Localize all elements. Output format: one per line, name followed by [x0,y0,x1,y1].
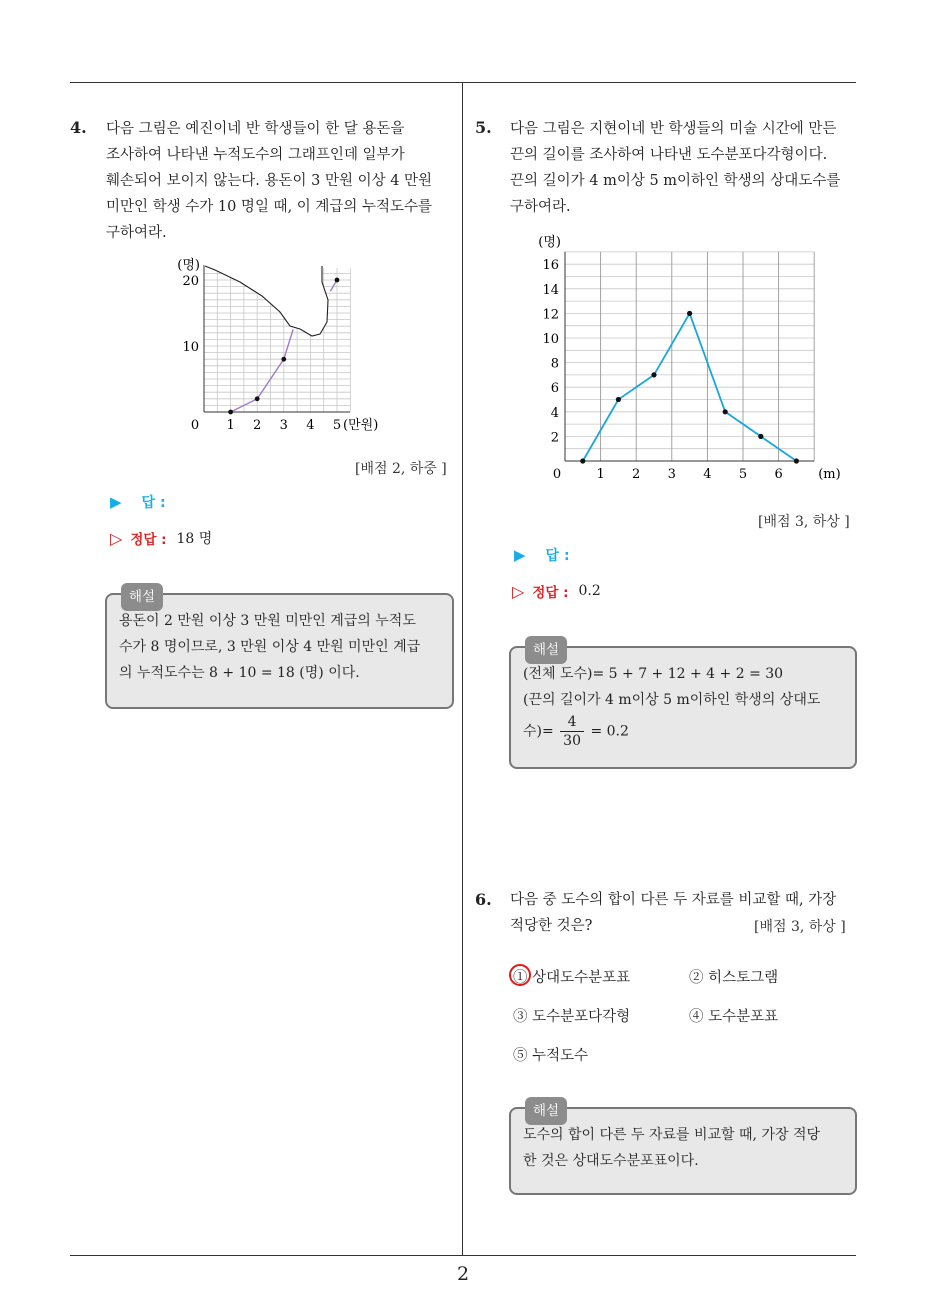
chart2-x-tick-label: 3 [667,467,676,482]
chart1-x-tick-label: 3 [279,418,288,433]
q4-correct-row [110,528,212,548]
q5-explanation-line [523,713,843,750]
chart2-y-tick-label: 6 [550,381,559,397]
q5-answer-label: 답 : [545,548,570,564]
q4-score: [배점 2, 하중 ] [355,461,447,477]
chart1-y-axis-label: (명) [177,258,200,273]
chart2-data-point [687,311,692,316]
q5-text [510,116,840,220]
chart2-group [538,234,840,482]
q4-explanation-line: 용돈이 2 만원 이상 3 만원 미만인 계급의 누적도 [119,613,416,629]
chart1-x-axis-label: (만원) [343,418,379,433]
q4-explanation-box [105,589,454,709]
q5-correct-value: 0.2 [578,583,601,599]
chart1-torn-area [200,262,351,336]
q4-line: 훼손되어 보이지 않는다. 용돈이 3 만원 이상 4 만원 [106,173,433,189]
q5-explanation-fraction [560,713,584,750]
correct-arrow-icon: ▷ [512,581,525,601]
q6-choice-4[interactable]: ④ 도수분포표 [689,1009,779,1025]
chart1-series-line [330,280,337,291]
chart2-y-tick-label: 14 [542,282,559,298]
q6-choice-3[interactable]: ③ 도수분포다각형 [513,1009,631,1025]
chart1-x-tick-label: 1 [226,418,235,433]
chart2-x-tick-label: 2 [632,467,641,482]
q4-answer-row [110,492,166,512]
q4-line: 구하여라. [106,225,167,241]
q5-explanation-prefix: 수)= [523,723,554,740]
q6-line: 적당한 것은? [510,918,593,934]
q5-correct-row [512,581,601,601]
chart1-data-point [255,396,260,401]
q6-choice-1[interactable]: ① 상대도수분포표 [513,970,631,986]
q6-score: [배점 3, 하상 ] [754,919,846,935]
q5-explanation-line: (끈의 길이가 4 m이상 5 m이하인 학생의 상대도 [523,692,821,708]
selected-answer-circle-icon [509,964,531,986]
chart1-y-tick-label: 20 [182,274,199,289]
chart1-data-point [281,357,286,362]
q4-explanation-line: 의 누적도수는 8 + 10 = 18 (명) 이다. [119,665,360,681]
q5-line: 끈의 길이를 조사하여 나타낸 도수분포다각형이다. [510,147,828,163]
chart2-y-tick-label: 10 [542,332,559,347]
q4-correct-value: 18 명 [176,531,213,547]
chart2-y-tick-label: 12 [542,307,559,323]
chart2-x-tick-label: 0 [552,467,562,482]
chart2-x-axis-label: (m) [818,467,841,482]
q5-line: 다음 그림은 지현이네 반 학생들의 미술 시간에 만든 [510,121,837,137]
q6-line: 다음 중 도수의 합이 다른 두 자료를 비교할 때, 가장 [510,892,837,908]
chart1-data-point [335,278,340,283]
chart2-data-point [794,458,799,463]
q4-explanation-line: 수가 8 명이므로, 3 만원 이상 4 만원 미만인 계급 [119,639,421,655]
chart1-x-tick-label: 2 [253,418,262,433]
fraction-numerator: 4 [560,713,584,732]
correct-arrow-icon: ▷ [110,528,123,548]
q6-choice-5[interactable]: ⑤ 누적도수 [513,1048,589,1064]
q5-explanation-box [509,642,857,769]
q4-line: 조사하여 나타낸 누적도수의 그래프인데 일부가 [106,147,405,163]
chart2-data-point [580,458,585,463]
q6-explanation-box [509,1103,857,1195]
q4-explanation-tag: 해설 [121,583,163,611]
chart2-x-tick-label: 4 [703,467,712,482]
q5-line: 끈의 길이가 4 m이상 5 m이하인 학생의 상대도수를 [510,173,841,189]
chart2-data-point [616,397,621,402]
q5-number: 5. [475,118,492,137]
chart2-data-point [758,434,763,439]
q5-explanation-suffix: = 0.2 [590,723,629,740]
q5-explanation-line: (전체 도수)= 5 + 7 + 12 + 4 + 2 = 30 [523,666,784,682]
answer-arrow-icon: ▶ [514,546,526,564]
chart2-y-tick-label: 16 [542,258,559,274]
chart1-group [177,257,378,433]
chart1-x-tick-label: 4 [306,418,315,433]
page-number: 2 [456,1263,470,1285]
q4-answer-label: 답 : [141,495,166,511]
answer-arrow-icon: ▶ [110,493,122,511]
chart2-y-axis-label: (명) [538,234,561,250]
q5-line: 구하여라. [510,199,571,215]
q4-line: 미만인 학생 수가 10 명일 때, 이 계급의 누적도수를 [106,199,433,215]
chart2-x-tick-label: 1 [596,467,605,482]
q6-number: 6. [475,890,492,909]
q4-correct-label: 정답 : [130,532,167,548]
bottom-rule [70,1255,856,1256]
chart2-y-tick-label: 2 [550,430,559,446]
chart2-data-point [723,409,728,414]
q6-choice-2[interactable]: ② 히스토그램 [689,970,779,986]
q6-explanation-line: 한 것은 상대도수분포표이다. [523,1153,699,1169]
q5-correct-label: 정답 : [532,585,569,601]
chart1-y-tick-label: 10 [182,340,199,355]
q5-score: [배점 3, 하상 ] [758,514,850,530]
q5-answer-row [514,545,570,565]
column-divider [462,82,463,1255]
q6-explanation-line: 도수의 합이 다른 두 자료를 비교할 때, 가장 적당 [523,1127,821,1143]
chart2-y-tick-label: 4 [550,405,559,421]
top-rule [70,82,856,83]
chart1-series-line [231,330,294,413]
q5-explanation-tag: 해설 [525,636,567,664]
chart1-x-tick-label: 5 [332,418,342,433]
chart2-series-line [583,313,797,461]
chart2-x-tick-label: 5 [738,467,748,482]
chart1-torn-edge [205,266,328,336]
q4-text [106,116,432,246]
q4-line: 다음 그림은 예진이네 반 학생들이 한 달 용돈을 [106,121,405,137]
q4-number: 4. [70,118,87,137]
chart1-x-tick-label: 0 [190,418,200,433]
chart1-data-point [228,410,233,415]
chart2-y-tick-label: 8 [550,356,559,372]
fraction-denominator: 30 [563,733,581,749]
chart2-x-tick-label: 6 [774,467,783,482]
q6-explanation-tag: 해설 [525,1097,567,1125]
chart2-data-point [651,372,656,377]
